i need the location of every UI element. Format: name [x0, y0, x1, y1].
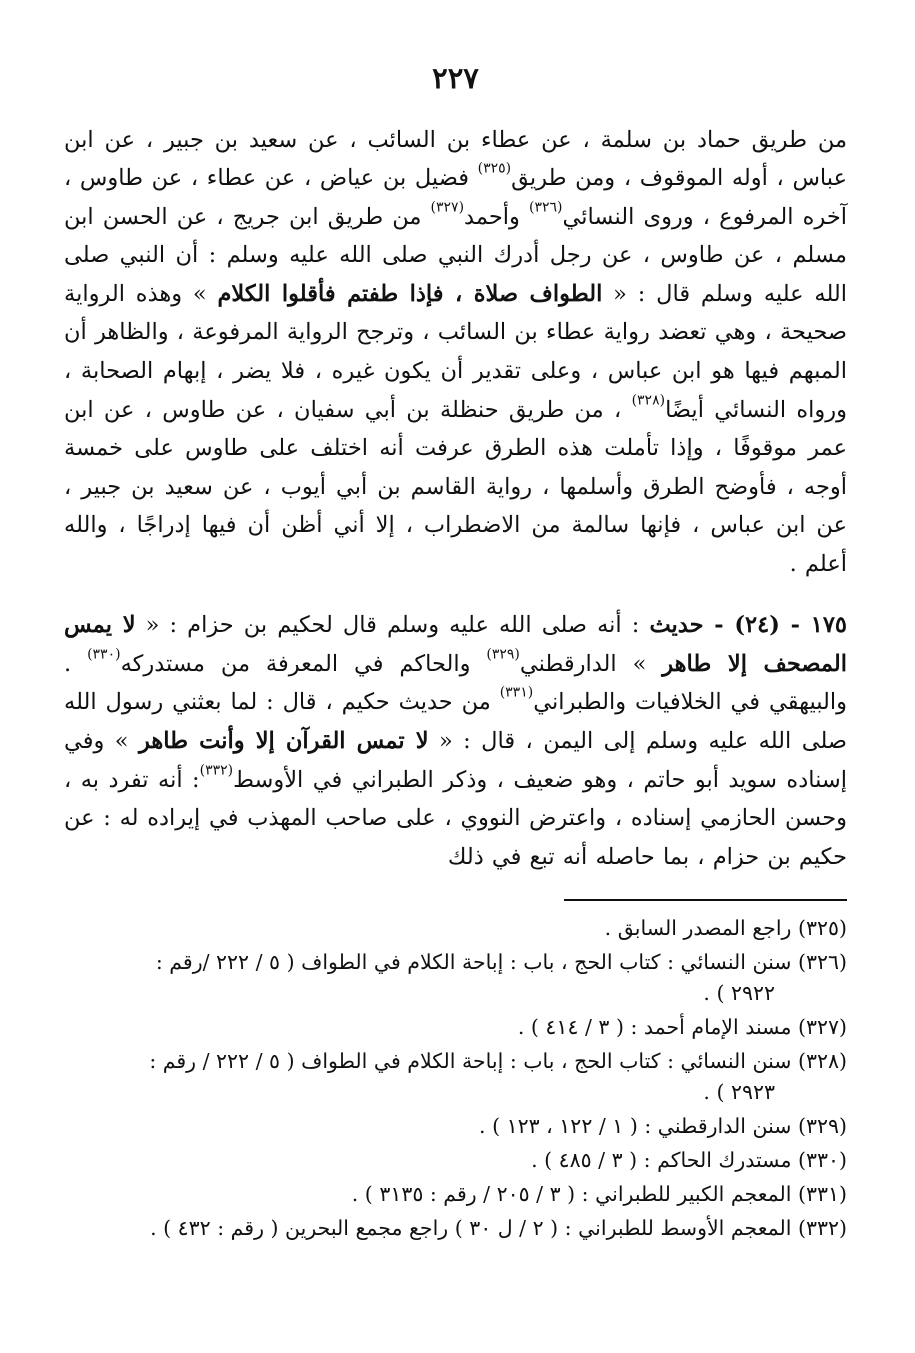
footnote-text: مسند الإمام أحمد : ( ٣ / ٤١٤ ) . — [517, 1014, 798, 1039]
text-segment: من طريق حماد بن سلمة ، عن عطاء بن السائب ، عن سعيد بن جبير ، عن ابن عباس ، أوله الموقوف ، ومن طريق — [64, 126, 847, 192]
footnote-number: (٣٣١) — [797, 1181, 847, 1206]
text-segment: من طريق ابن جريج ، عن الحسن ابن مسلم ، عن طاوس ، عن رجل أدرك النبي صلى الله عليه وسلم : أن النبي صلى الله عليه وسلم قال : « — [64, 203, 847, 307]
footnote-text: المعجم الأوسط للطبراني : ( ٢ / ل ٣٠ ) راجع مجمع البحرين ( رقم : ٤٣٢ ) . — [150, 1215, 798, 1240]
text-segment: من حديث حكيم ، قال : لما بعثني رسول الله صلى الله عليه وسلم إلى اليمن ، قال : « — [64, 689, 848, 754]
footnote-number: (٣٢٨) — [797, 1048, 847, 1073]
footnote-ref-327[interactable]: (٣٢٧) — [430, 199, 465, 216]
footnote-text: راجع المصدر السابق . — [604, 915, 798, 940]
footnote-ref-332[interactable]: (٣٣٢) — [199, 761, 234, 778]
footnote-328 — [64, 1046, 847, 1108]
footnote-text: سنن النسائي : كتاب الحج ، باب : إباحة الكلام في الطواف ( ٥ / ٢٢٢ / رقم : — [149, 1048, 798, 1073]
footnote-330 — [64, 1145, 847, 1176]
text-segment: فضيل بن عياض ، عن عطاء ، عن طاوس ، آخره المرفوع ، وروى النسائي — [64, 165, 847, 230]
footnote-331 — [64, 1179, 847, 1210]
footnote-number: (٣٢٦) — [797, 949, 847, 974]
footnote-separator — [564, 899, 847, 901]
footnote-continuation: ٢٩٢٢ ) . — [703, 980, 775, 1005]
hadith-text-bold: لا يمس المصحف إلا طاهر — [64, 612, 847, 677]
text-segment: ، من طريق حنظلة بن أبي سفيان ، عن طاوس ، عن ابن عمر موقوفًا ، وإذا تأملت هذه الطرق عرفت أنه اختلف على طاوس على خمسة أوجه ، فأوضح الطرق وأسلمها ، رواية القاسم بن أبي أيوب ، عن سعيد بن جبير ، عن ابن عباس ، فإنها سالمة من الاضطراب ، إلا أني أظن أن فيها إدراجًا ، والله أعلم . — [64, 396, 847, 578]
footnote-327 — [64, 1012, 847, 1043]
footnote-number: (٣٢٩) — [797, 1113, 847, 1138]
footnote-number: (٣٢٧) — [797, 1014, 847, 1039]
footnote-332 — [64, 1213, 847, 1244]
footnote-326 — [64, 947, 847, 1009]
footnote-continuation: ٢٩٢٣ ) . — [703, 1079, 775, 1104]
paragraph-hadith-175 — [64, 606, 847, 876]
hadith-text-bold: الطواف صلاة ، فإذا طفتم فأقلوا الكلام — [217, 280, 603, 307]
text-segment: » الدارقطني — [519, 650, 663, 677]
text-segment: والحاكم في المعرفة من مستدركه — [120, 650, 487, 677]
paragraph-hadith-174-commentary — [64, 121, 847, 584]
footnote-325 — [64, 913, 847, 944]
text-segment: : أنه صلى الله عليه وسلم قال لحكيم بن حزام : « — [135, 612, 650, 639]
footnote-text: مستدرك الحاكم : ( ٣ / ٤٨٥ ) . — [531, 1147, 798, 1172]
footnote-text: سنن النسائي : كتاب الحج ، باب : إباحة الكلام في الطواف ( ٥ / ٢٢٢ /رقم : — [155, 949, 798, 974]
footnote-ref-326[interactable]: (٣٢٦) — [529, 199, 563, 216]
footnote-ref-329[interactable]: (٣٢٩) — [486, 646, 520, 663]
text-segment: : أنه تفرد به ، وحسن الحازمي إسناده ، واعترض النووي ، على صاحب المهذب في إيراده له : عن حكيم بن حزام ، بما حاصله أنه تبع في ذلك — [64, 766, 847, 870]
text-segment: وأحمد — [464, 203, 529, 230]
footnote-ref-331[interactable]: (٣٣١) — [499, 684, 534, 701]
footnote-text: المعجم الكبير للطبراني : ( ٣ / ٢٠٥ / رقم : ٣١٣٥ ) . — [351, 1181, 798, 1206]
footnote-text: سنن الدارقطني : ( ١ / ١٢٢ ، ١٢٣ ) . — [479, 1113, 798, 1138]
footnotes-section — [64, 913, 847, 1244]
text-segment: . والبيهقي في الخلافيات والطبراني — [64, 650, 848, 716]
text-segment: » وفي إسناده سويد أبو حاتم ، وهو ضعيف ، وذكر الطبراني في الأوسط — [64, 727, 847, 793]
footnote-ref-325[interactable]: (٣٢٥) — [477, 160, 512, 177]
hadith-text-bold: لا تمس القرآن إلا وأنت طاهر — [138, 727, 429, 754]
footnote-number: (٣٣٠) — [797, 1147, 847, 1172]
text-segment: » وهذه الرواية صحيحة ، وهي تعضد رواية عطاء بن السائب ، وترجح الرواية المرفوعة ، والظاهر أن المبهم فيها هو ابن عباس ، وعلى تقدير أن يكون غيره ، فلا يضر ، إبهام الصحابة ، ورواه النسائي أيضًا — [64, 280, 847, 423]
footnote-number: (٣٣٢) — [797, 1215, 847, 1240]
footnote-ref-330[interactable]: (٣٣٠) — [87, 646, 121, 663]
page-number: ٢٢٧ — [432, 61, 479, 95]
footnote-number: (٣٢٥) — [797, 915, 847, 940]
footnote-ref-328[interactable]: (٣٢٨) — [631, 392, 666, 409]
hadith-number-heading: ١٧٥ - (٢٤) - حديث — [649, 612, 848, 639]
footnote-329 — [64, 1111, 847, 1142]
